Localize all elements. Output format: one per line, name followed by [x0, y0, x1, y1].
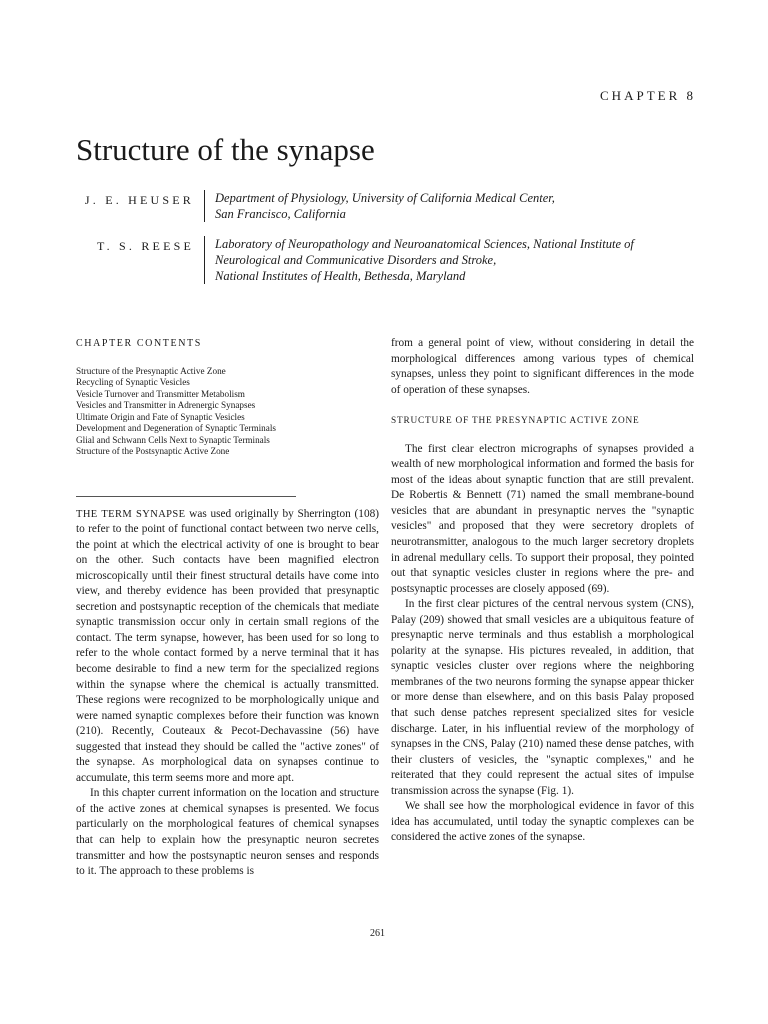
affiliation-line: Department of Physiology, University of California Medical Center, — [215, 191, 555, 205]
section-heading: STRUCTURE OF THE PRESYNAPTIC ACTIVE ZONE — [391, 416, 640, 427]
author-affiliation — [204, 236, 634, 284]
affiliation-line: San Francisco, California — [215, 207, 346, 221]
contents-item: Structure of the Postsynaptic Active Zone — [76, 446, 230, 457]
author-name: J. E. HEUSER — [84, 193, 194, 207]
section-divider — [76, 496, 296, 497]
lead-in-caps: THE TERM SYNAPSE — [76, 508, 186, 520]
body-paragraph: In this chapter current information on the location and structure of the active zones at chemical synapses is presented. We focus particularly on the morphological features of chemical synapses that can help to explain how the presynaptic neuron secretes transmitter and how the postsynaptic neuron senses and responds to it. The approach to these problems is — [76, 787, 379, 878]
contents-item: Structure of the Presynaptic Active Zone — [76, 365, 226, 376]
contents-item: Glial and Schwann Cells Next to Synaptic Terminals — [76, 434, 270, 445]
author-block — [76, 190, 716, 284]
body-paragraph: from a general point of view, without considering in detail the morphological differences among various types of chemical synapses, unless they point to significant differences in the mode of operation of these synapses. — [391, 337, 694, 396]
author-name: T. S. REESE — [97, 239, 194, 253]
author-entry — [76, 236, 716, 284]
body-paragraph: We shall see how the morphological evidence in favor of this idea has accumulated, until today the synaptic complexes can be considered the active zones of the synapse. — [391, 800, 694, 844]
intro-text: was used originally by Sherrington (108) to refer to the point of functional contact between two nerve cells, the point at which the electrical activity of one is brought to bear on the other. Such contacts have been magnified electron microscopically until their finest structural details have come into view, and thereby evidence has been provided that presynaptic secretion and postsynaptic reception of the chemicals that mediate synaptic transmission occur only in certain small regions of the contact. The term synapse, however, has been used for so long to refer to the whole contact formed by a nerve terminal that it has become desirable to find a new term for the specialized regions within the synapse where the chemical is actually transmitted. These regions were recognized to be morphologically unique and were named synaptic complexes before their function was known (210). Recently, Couteaux & Pecot-Dechavassine (56) have suggested that instead they should be called the "active zones" of the synapse. As morphological data on synapses continue to accumulate, this term seems more and more apt. — [76, 507, 379, 784]
contents-item: Vesicle Turnover and Transmitter Metabolism — [76, 388, 245, 399]
contents-item: Development and Degeneration of Synaptic Terminals — [76, 423, 276, 434]
contents-list — [76, 366, 379, 458]
affiliation-line: Neurological and Communicative Disorders and Stroke, — [215, 253, 497, 267]
contents-item: Ultimate Origin and Fate of Synaptic Vesicles — [76, 411, 245, 422]
intro-paragraph — [76, 507, 379, 787]
contents-item: Vesicles and Transmitter in Adrenergic Synapses — [76, 400, 256, 411]
affiliation-line: National Institutes of Health, Bethesda, Maryland — [215, 269, 466, 283]
right-column — [391, 336, 694, 846]
contents-item: Recycling of Synaptic Vesicles — [76, 377, 190, 388]
left-column — [76, 336, 379, 880]
author-affiliation — [204, 190, 555, 222]
contents-heading: CHAPTER CONTENTS — [76, 338, 202, 349]
chapter-title: Structure of the synapse — [76, 132, 375, 167]
author-entry — [76, 190, 716, 222]
page-number: 261 — [370, 928, 385, 939]
body-paragraph: The first clear electron micrographs of synapses provided a wealth of new morphological information and formed the basis for most of the ideas about synaptic function that are still prevalent. De Robertis & Bennett (71) named the small membrane-bound vesicles that are abundant in presynaptic nerves the "synaptic vesicles" and proposed that they were secretory droplets of neurotransmitter, analogous to the much larger secretory droplets in adrenal medullary cells. To support their proposal, they pointed out that synaptic vesicles cluster in regions where the pre- and postsynaptic processes are closely apposed (69). — [391, 442, 694, 595]
chapter-label: CHAPTER 8 — [600, 88, 696, 103]
affiliation-line: Laboratory of Neuropathology and Neuroanatomical Sciences, National Institute of — [215, 237, 634, 251]
body-paragraph: In the first clear pictures of the central nervous system (CNS), Palay (209) showed that small vesicles are a ubiquitous feature of presynaptic nerve terminals and thus establish a morphological polarity at the synapse. His pictures revealed, in addition, that synaptic vesicles cluster over regions where the neighboring membranes of the two neurons forming the synapse appear thicker or more dense than elsewhere, and on this basis Palay proposed that such dense patches represent specialized sites for vesicle discharge. Later, in his influential review of the morphology of synapses in the CNS, Palay (210) named these dense patches, with their clusters of vesicles, the "synaptic complexes," and he reiterated that they could represent the actual sites of impulse transmission across the synapse (Fig. 1). — [391, 598, 694, 797]
